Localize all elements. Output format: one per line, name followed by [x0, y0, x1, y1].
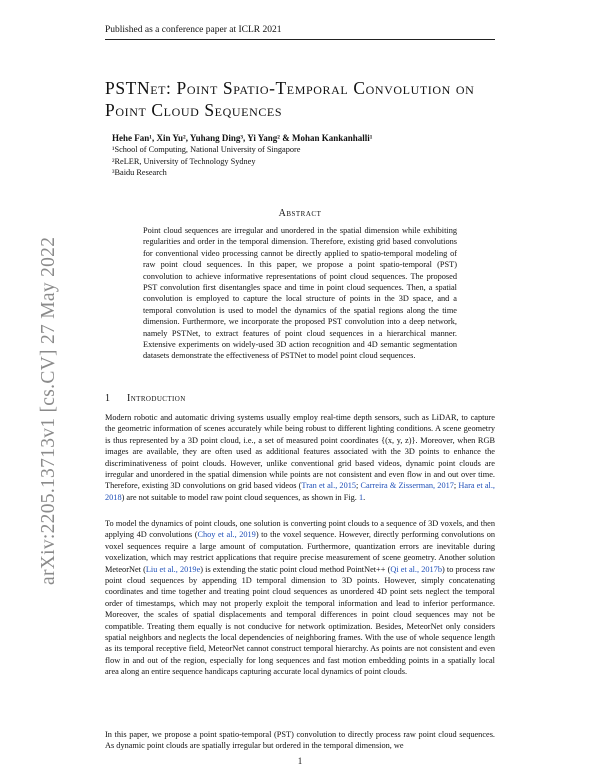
- affiliation-3: ³Baidu Research: [112, 168, 167, 177]
- citation-link[interactable]: Liu et al., 2019e: [145, 564, 201, 574]
- page-number: 1: [297, 756, 303, 766]
- paragraph-text: Modern robotic and automatic driving systems usually employ real-time depth sensors, such as LiDAR, to capture the geometric information of scenes accurately while being robust to different lighting conditions. A scene geometry is thus represented by a 3D point cloud, i.e., a set of measured point coordinates {(x, y, z)}. Moreover, when RGB images are available, they are often used as additional features associated with the 3D points to enhance the discriminativeness of point clouds. However, unlike conventional grid based videos, dynamic point clouds are irregular and unordered in the spatial dimension while points are not consistent and even flow in and out over time. Therefore, existing 3D convolutions on grid based videos (: [105, 413, 495, 491]
- abstract-text: Point cloud sequences are irregular and unordered in the spatial dimension while exhibiting regularities and order in the temporal dimension. Therefore, existing grid based convolutions for conventional video processing cannot be directly applied to spatio-temporal modeling of raw point cloud sequences. In this paper, we propose a point spatio-temporal (PST) convolution to achieve informative representations of point cloud sequences. The proposed PST convolution first disentangles space and time in point cloud sequences. Then, a spatial convolution is employed to capture the local structure of points in the 3D space, and a temporal convolution is used to model the dynamics of the spatial regions along the time dimension. Furthermore, we incorporate the proposed PST convolution into a deep network, namely PSTNet, to extract features of point cloud sequences in a hierarchical manner. Extensive experiments on widely-used 3D action recognition and 4D semantic segmentation datasets demonstrate the effectiveness of PSTNet to model point cloud sequences.: [143, 226, 457, 361]
- separator: ;: [356, 481, 361, 491]
- paragraph-text: To model the dynamics of point clouds, one solution is converting point clouds to a sequence of 3D voxels, and then applying 4D convolutions (: [105, 519, 495, 540]
- header-rule: [105, 39, 495, 40]
- citation-link[interactable]: Qi et al., 2017b: [390, 564, 442, 574]
- abstract-heading: Abstract: [278, 208, 322, 219]
- paragraph-text: ) to process raw point cloud sequences by appending 1D temporal dimension to 3D points. However, simply concatenating coordinates and time together and treating point cloud sequences as unordered 4D point sets neglect the temporal order of timestamps, which may not properly exploit the temporal information and lead to inferior performance. Moreover, the scales of spatial displacements and temporal differences in point cloud sequences may not be compatible. Treating them equally is not conducive for network optimization. Besides, MeteorNet only considers spatial neighbors and neglects the local dependencies of neighboring frames. With the use of whole sequence length as its temporal receptive field, MeteorNet cannot construct temporal hierarchy. As points are not consistent and even flow in and out of the region, especially for long sequences and fast motion embedding points in a spatially local area along an entire sequence handicaps capturing accurate local dynamics of point clouds.: [105, 564, 495, 677]
- paragraph-text: ) to the voxel sequence. However, directly performing convolutions on voxel sequences require a large amount of computation. Furthermore, quantization errors are inevitable during voxelization, which may restrict applications that require precise measurement of scene geometry. Another solution MeteorNet (: [105, 530, 495, 574]
- paragraph-text: .: [363, 492, 366, 502]
- arxiv-identifier-stamp: arXiv:2205.13713v1 [cs.CV] 27 May 2022: [38, 236, 59, 585]
- paragraph-text: ) are not suitable to model raw point cloud sequences, as shown in Fig.: [121, 492, 359, 502]
- affiliations: [112, 144, 502, 179]
- figure-link[interactable]: 1: [358, 492, 364, 502]
- paper-title: PSTNet: Point Spatio-Temporal Convolution on Point Cloud Sequences: [105, 78, 475, 120]
- citation-link[interactable]: Choy et al., 2019: [197, 530, 256, 540]
- intro-paragraph-2: [105, 518, 495, 678]
- section-title: Introduction: [127, 393, 186, 404]
- section-number: 1: [105, 393, 111, 404]
- separator: ;: [453, 481, 459, 491]
- citation-link[interactable]: Carreira & Zisserman, 2017: [360, 481, 454, 491]
- author-list: Hehe Fan¹, Xin Yu², Yuhang Ding³, Yi Yang² & Mohan Kankanhalli¹: [112, 133, 373, 143]
- citation-link[interactable]: Hara et al., 2018: [105, 481, 495, 502]
- section-heading: [105, 393, 495, 404]
- intro-paragraph-3: In this paper, we propose a point spatio-temporal (PST) convolution to directly process raw point cloud sequences. As dynamic point clouds are spatially irregular but ordered in the temporal dimension, we: [105, 730, 495, 751]
- affiliation-2: ²ReLER, University of Technology Sydney: [112, 156, 256, 166]
- affiliation-1: ¹School of Computing, National University of Singapore: [112, 145, 301, 154]
- intro-paragraph-1: [105, 412, 495, 503]
- citation-link[interactable]: Tran et al., 2015: [301, 481, 357, 491]
- running-header: Published as a conference paper at ICLR 2021: [105, 25, 282, 35]
- paragraph-text: ) is extending the static point cloud method PointNet++ (: [200, 564, 391, 574]
